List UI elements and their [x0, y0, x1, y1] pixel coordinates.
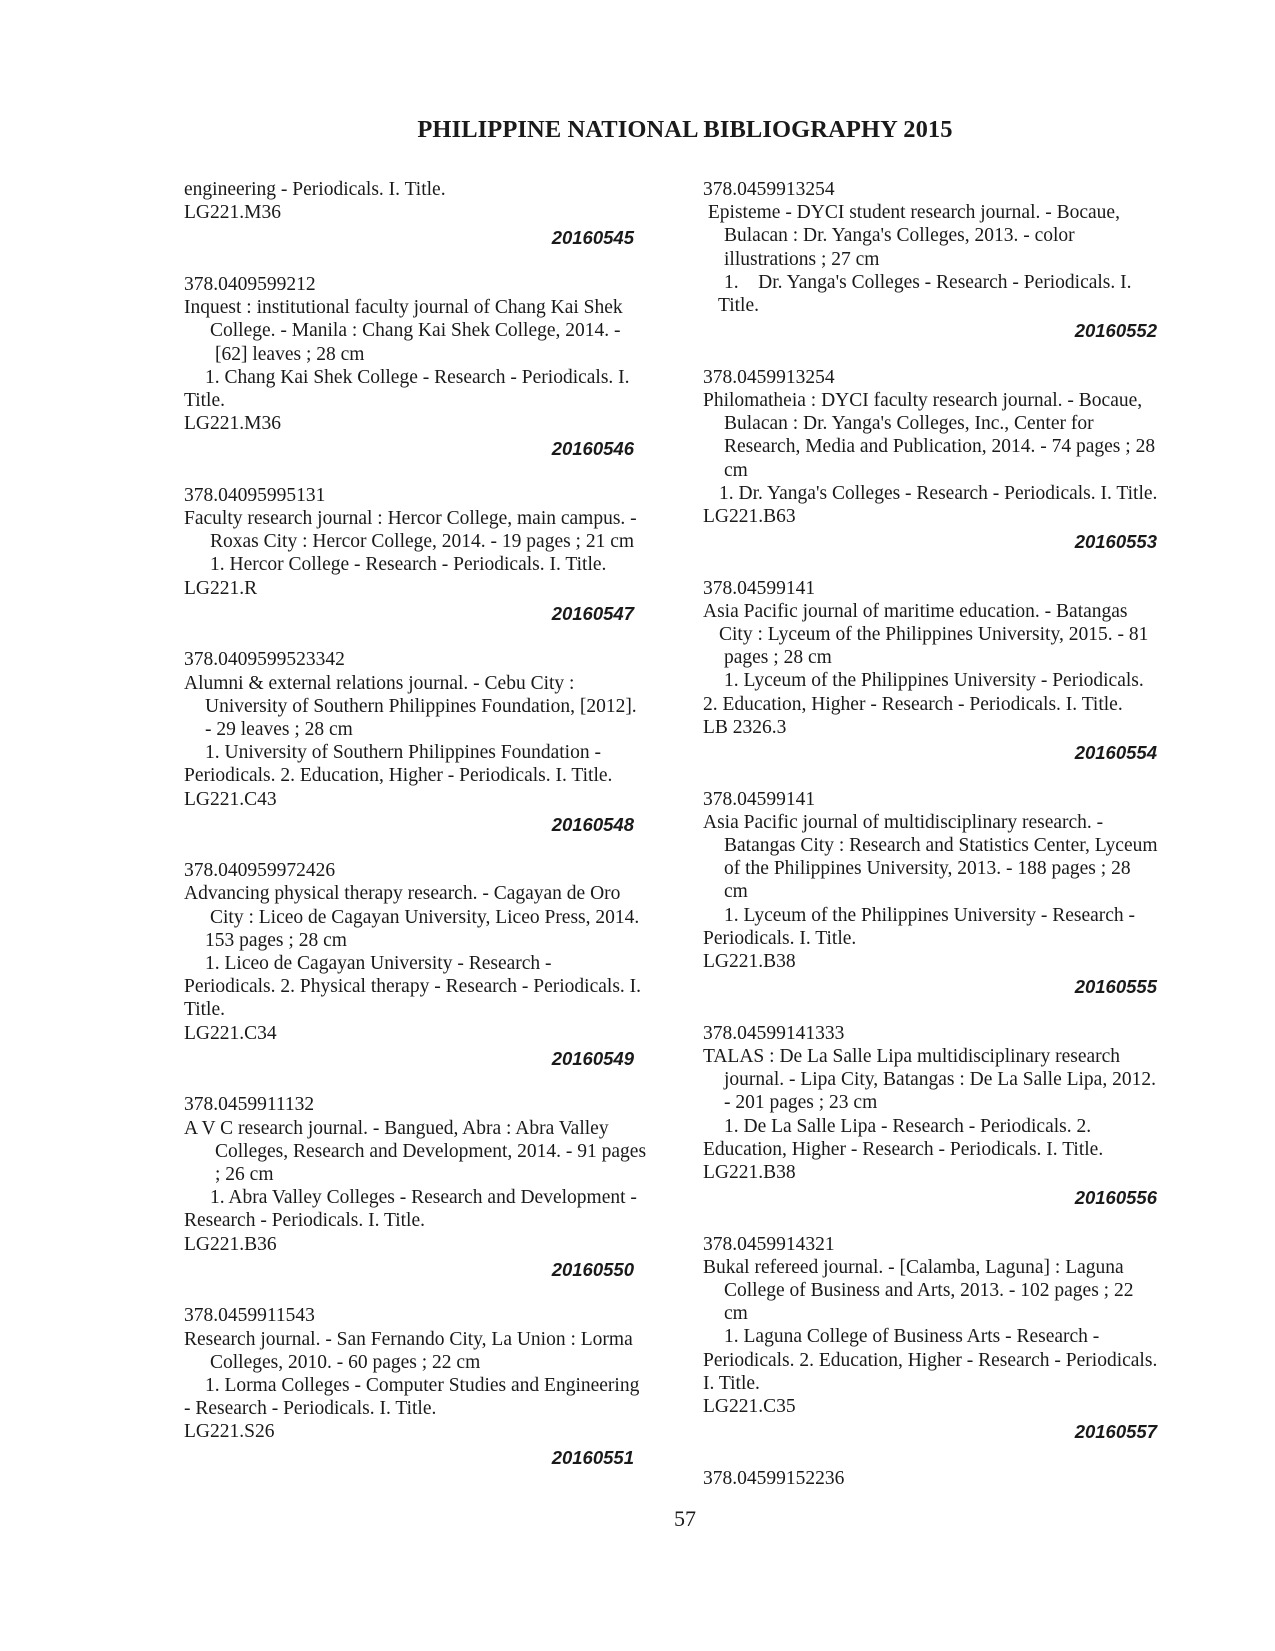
- bib-entry: [184, 484, 654, 626]
- title-line: College of Business and Arts, 2013. - 102 pages ; 22: [724, 1280, 1134, 1302]
- call-number: LG221.B63: [703, 505, 796, 527]
- call-number: LG221.C43: [184, 788, 277, 810]
- class-number: 378.0459913254: [703, 179, 835, 200]
- call-number: LG221.C34: [184, 1022, 277, 1044]
- title-line: Bulacan : Dr. Yanga's Colleges, 2013. - color: [724, 225, 1075, 247]
- title-line: [62] leaves ; 28 cm: [215, 343, 365, 365]
- subject-line: 1. Liceo de Cagayan University - Research -: [205, 953, 552, 975]
- subject-line: Periodicals. 2. Education, Higher - Research - Periodicals.: [703, 1349, 1158, 1371]
- title-line: College. - Manila : Chang Kai Shek College, 2014. -: [210, 320, 621, 342]
- title-line: Bulacan : Dr. Yanga's Colleges, Inc., Center for: [724, 413, 1094, 435]
- title-line: City : Liceo de Cagayan University, Liceo Press, 2014.: [210, 906, 640, 928]
- subject-line: 1. Lyceum of the Philippines University - Research -: [724, 904, 1136, 926]
- subject-line: 1. Abra Valley Colleges - Research and Development -: [210, 1187, 637, 1209]
- class-number: 378.0459913254: [703, 366, 835, 388]
- call-number: LG221.R: [184, 577, 258, 599]
- call-number: LB 2326.3: [703, 716, 787, 738]
- subject-line: I. Title.: [703, 1372, 760, 1394]
- subject-line: 1. Laguna College of Business Arts - Research -: [724, 1326, 1100, 1348]
- title-line: 153 pages ; 28 cm: [205, 929, 347, 951]
- title-line: TALAS : De La Salle Lipa multidisciplinary research: [703, 1045, 1121, 1067]
- title-line: illustrations ; 27 cm: [724, 248, 880, 270]
- call-number: LG221.C35: [703, 1396, 796, 1418]
- class-number: 378.0459911132: [184, 1094, 315, 1116]
- record-number: 20160555: [1074, 976, 1157, 998]
- title-line: cm: [724, 881, 748, 903]
- call-number: LG221.B36: [184, 1233, 277, 1255]
- bib-entry: [184, 1093, 654, 1281]
- subject-line: Periodicals. I. Title.: [703, 927, 857, 949]
- title-line: - 29 leaves ; 28 cm: [205, 718, 353, 740]
- title-line: Asia Pacific journal of multidisciplinary research. -: [703, 811, 1104, 833]
- subject-line: 1. University of Southern Philippines Foundation -: [205, 742, 601, 764]
- record-number: 20160546: [551, 438, 634, 460]
- title-line: cm: [724, 459, 748, 481]
- title-line: Research journal. - San Fernando City, La Union : Lorma: [184, 1328, 633, 1350]
- title-line: journal. - Lipa City, Batangas : De La Salle Lipa, 2012.: [724, 1069, 1156, 1091]
- record-number: 20160557: [1074, 1421, 1157, 1443]
- subject-line: Title.: [184, 389, 226, 411]
- subject-line: 1. Lyceum of the Philippines University - Periodicals.: [724, 670, 1144, 692]
- bib-entry: [184, 1304, 654, 1469]
- class-number: 378.0409599212: [184, 273, 316, 295]
- title-line: Alumni & external relations journal. - Cebu City :: [184, 672, 575, 694]
- class-number: 378.04599152236: [703, 1467, 845, 1489]
- call-number: LG221.S26: [184, 1421, 275, 1443]
- call-number: LG221.B38: [703, 950, 796, 972]
- call-number: LG221.M36: [184, 202, 281, 224]
- subject-line: 1. Hercor College - Research - Periodicals. I. Title.: [210, 554, 607, 576]
- class-number: 378.04095995131: [184, 484, 326, 506]
- title-line: Inquest : institutional faculty journal of Chang Kai Shek: [184, 297, 623, 319]
- record-number: 20160549: [551, 1047, 634, 1069]
- title-line: of the Philippines University, 2013. - 188 pages ; 28: [724, 858, 1131, 880]
- title-line: pages ; 28 cm: [724, 647, 832, 669]
- bib-entry: [703, 366, 1193, 554]
- subject-line: 1. Chang Kai Shek College - Research - Periodicals. I.: [205, 366, 630, 388]
- title-line: cm: [724, 1303, 748, 1325]
- title-line: Batangas City : Research and Statistics Center, Lyceum: [724, 834, 1158, 856]
- class-number: 378.040959972426: [184, 860, 336, 882]
- subject-line: Research - Periodicals. I. Title.: [184, 1210, 425, 1232]
- subject-line: - Research - Periodicals. I. Title.: [184, 1398, 437, 1420]
- record-number: 20160551: [551, 1446, 634, 1468]
- subject-line: 1. Dr. Yanga's Colleges - Research - Periodicals. I.: [724, 271, 1132, 293]
- bib-entry: [184, 273, 654, 461]
- bib-entry: [703, 577, 1193, 765]
- title-line: Roxas City : Hercor College, 2014. - 19 pages ; 21 cm: [210, 531, 635, 553]
- subject-line: 1. De La Salle Lipa - Research - Periodicals. 2.: [724, 1115, 1092, 1137]
- subject-line: Title.: [184, 999, 226, 1021]
- class-number: 378.0459914321: [703, 1233, 835, 1255]
- call-number: LG221.B38: [703, 1161, 796, 1183]
- title-line: Faculty research journal : Hercor College, main campus. -: [184, 508, 637, 530]
- class-number: 378.04599141: [703, 788, 816, 810]
- title-line: Colleges, Research and Development, 2014. - 91 pages: [215, 1140, 647, 1162]
- title-line: ; 26 cm: [215, 1164, 274, 1185]
- subject-line: 2. Education, Higher - Research - Periodicals. I. Title.: [703, 693, 1123, 715]
- subject-line: 1. Lorma Colleges - Computer Studies and Engineering: [205, 1374, 640, 1396]
- bib-entry: [184, 648, 654, 836]
- subject-line: Periodicals. 2. Education, Higher - Periodicals. I. Title.: [184, 765, 613, 787]
- subject-line: Periodicals. 2. Physical therapy - Research - Periodicals. I.: [184, 976, 642, 998]
- bib-entry: [184, 859, 654, 1071]
- record-number: 20160548: [551, 813, 634, 835]
- title-line: Episteme - DYCI student research journal. - Bocaue,: [703, 202, 1120, 224]
- bib-entry: [703, 1022, 1193, 1210]
- title-line: Asia Pacific journal of maritime education. - Batangas: [703, 600, 1128, 622]
- class-number: 378.0459911543: [184, 1305, 315, 1327]
- title-line: A V C research journal. - Bangued, Abra : Abra Valley: [184, 1117, 609, 1139]
- subject-line: Education, Higher - Research - Periodicals. I. Title.: [703, 1138, 1104, 1160]
- class-number: 378.04599141333: [703, 1022, 845, 1044]
- record-number: 20160556: [1074, 1187, 1157, 1209]
- left-column: [184, 178, 654, 1470]
- class-number: 378.0409599523342: [184, 649, 345, 671]
- call-number: LG221.M36: [184, 413, 281, 435]
- title-line: - 201 pages ; 23 cm: [724, 1092, 878, 1114]
- bib-entry: [703, 178, 1193, 343]
- bib-entry: [703, 788, 1193, 1000]
- record-number: 20160554: [1074, 742, 1157, 764]
- title-line: City : Lyceum of the Philippines University, 2015. - 81: [719, 624, 1149, 646]
- title-line: Bukal refereed journal. - [Calamba, Laguna] : Laguna: [703, 1256, 1124, 1278]
- record-number: 20160547: [551, 602, 634, 624]
- class-number: 378.04599141: [703, 577, 816, 599]
- entry-continuation: engineering - Periodicals. I. Title.: [184, 179, 446, 200]
- title-line: University of Southern Philippines Foundation, [2012].: [205, 695, 637, 717]
- bib-entry: [703, 1233, 1193, 1445]
- right-column: [703, 178, 1193, 1490]
- title-line: Research, Media and Publication, 2014. - 74 pages ; 28: [724, 436, 1156, 458]
- subject-line: Title.: [718, 295, 760, 317]
- page-number: 57: [674, 1506, 696, 1531]
- title-line: Advancing physical therapy research. - Cagayan de Oro: [184, 883, 621, 905]
- record-number: 20160545: [551, 227, 634, 249]
- title-line: Philomatheia : DYCI faculty research journal. - Bocaue,: [703, 389, 1143, 411]
- title-line: Colleges, 2010. - 60 pages ; 22 cm: [210, 1351, 481, 1373]
- record-number: 20160552: [1074, 320, 1157, 342]
- page-title: PHILIPPINE NATIONAL BIBLIOGRAPHY 2015: [417, 116, 953, 143]
- record-number: 20160550: [551, 1258, 634, 1280]
- subject-line: 1. Dr. Yanga's Colleges - Research - Periodicals. I. Title.: [719, 482, 1158, 504]
- record-number: 20160553: [1074, 531, 1157, 553]
